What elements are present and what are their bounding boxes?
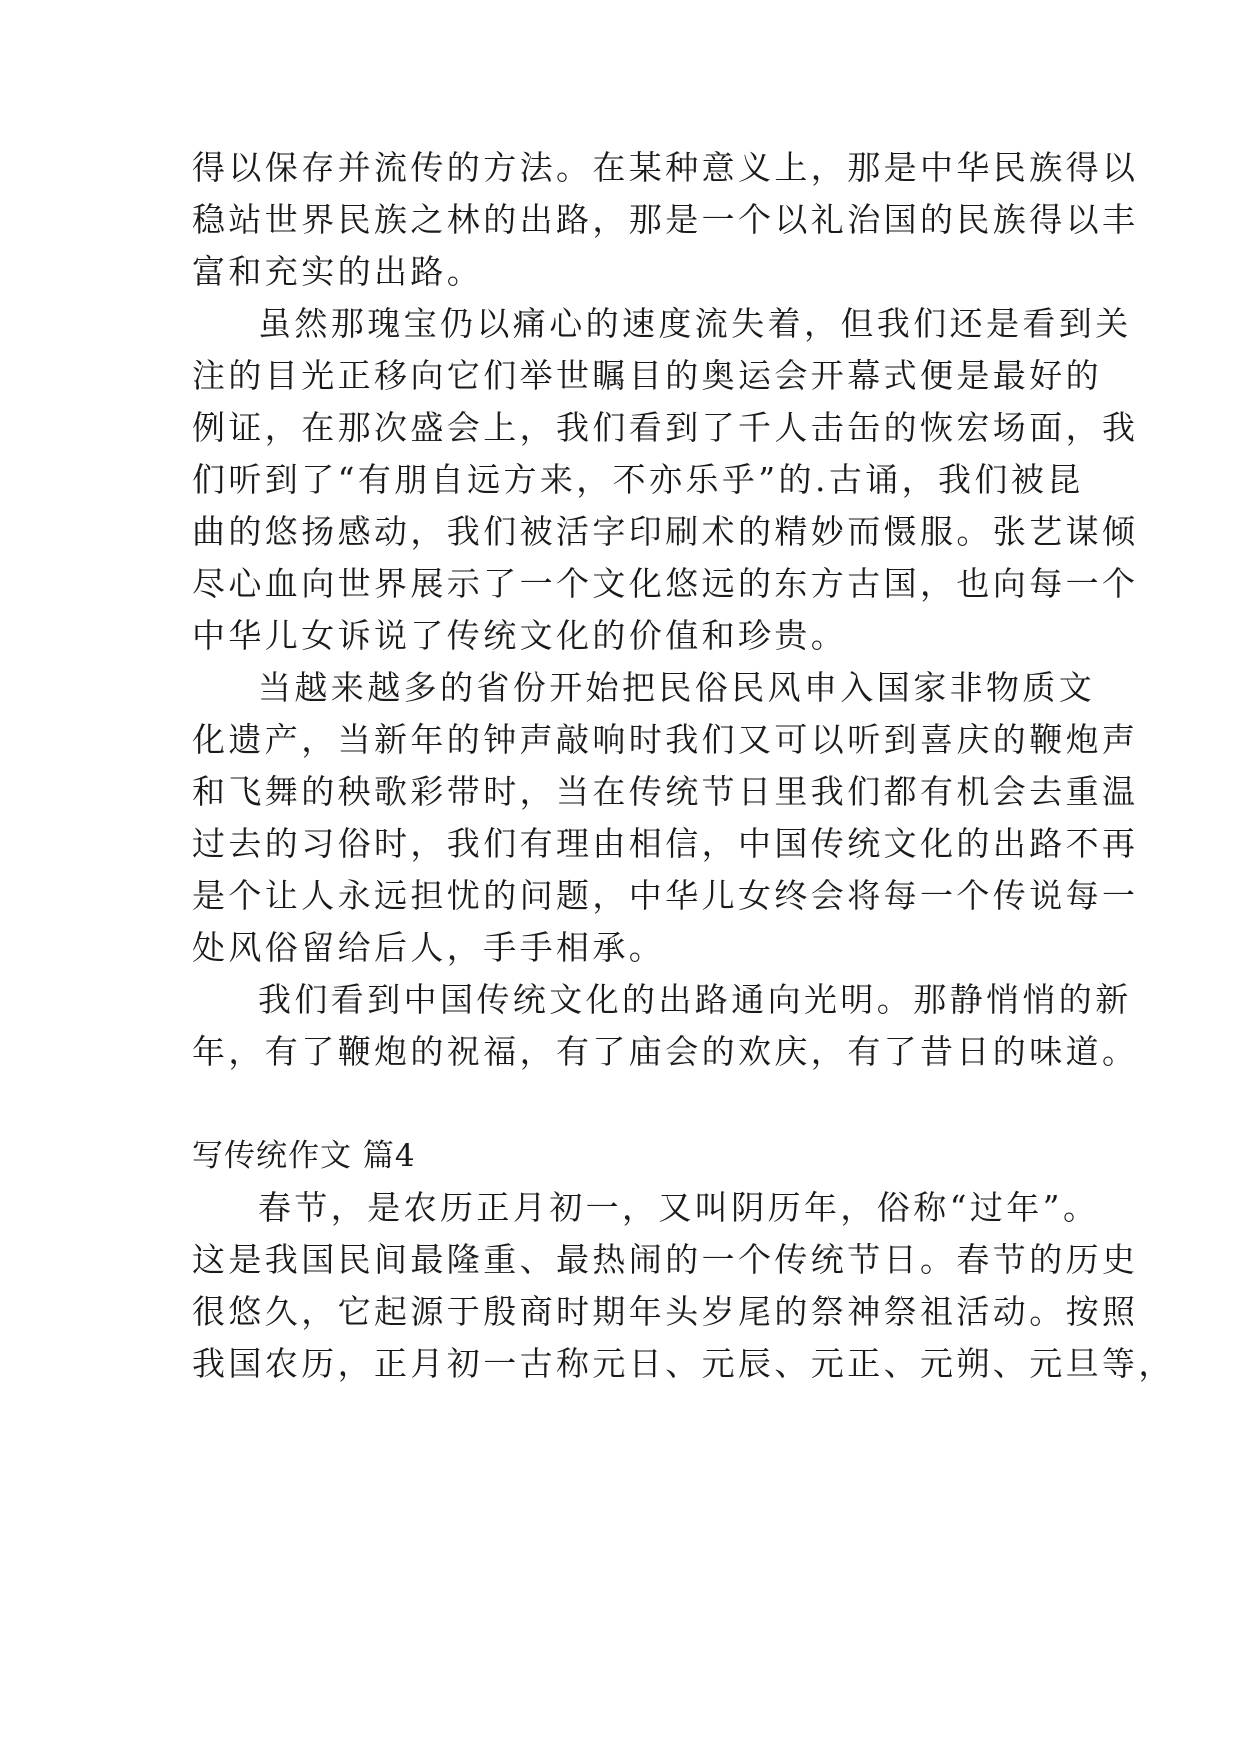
paragraph-3-line-6: 处风俗留给后人，手手相承。: [192, 928, 666, 967]
paragraph-5-line-2: 这是我国民间最隆重、最热闹的一个传统节日。春节的历史: [192, 1240, 1139, 1279]
section-heading: 写传统作文 篇4: [192, 1138, 416, 1174]
paragraph-3-line-5: 是个让人永远担忧的问题，中华儿女终会将每一个传说每一: [192, 876, 1139, 915]
paragraph-2-line-5: 曲的悠扬感动，我们被活字印刷术的精妙而慑服。张艺谋倾: [192, 512, 1139, 551]
paragraph-3-line-4: 过去的习俗时，我们有理由相信，中国传统文化的出路不再: [192, 824, 1139, 863]
paragraph-2-line-2: 注的目光正移向它们举世瞩目的奥运会开幕式便是最好的: [192, 356, 1102, 395]
paragraph-1-line-1: 得以保存并流传的方法。在某种意义上，那是中华民族得以: [192, 148, 1139, 187]
paragraph-2-line-1: 虽然那瑰宝仍以痛心的速度流失着，但我们还是看到关: [258, 304, 1132, 343]
paragraph-1-line-3: 富和充实的出路。: [192, 252, 484, 291]
paragraph-2-line-3: 例证，在那次盛会上，我们看到了千人击缶的恢宏场面，我: [192, 408, 1139, 447]
paragraph-5-line-1: 春节，是农历正月初一，又叫阴历年，俗称“过年”。: [258, 1188, 1100, 1227]
paragraph-2-line-4: 们听到了“有朋自远方来，不亦乐乎”的.古诵，我们被昆: [192, 460, 1084, 499]
paragraph-3-line-3: 和飞舞的秧歌彩带时，当在传统节日里我们都有机会去重温: [192, 772, 1139, 811]
paragraph-3-line-1: 当越来越多的省份开始把民俗民风申入国家非物质文: [258, 668, 1096, 707]
paragraph-4-line-1: 我们看到中国传统文化的出路通向光明。那静悄悄的新: [258, 980, 1132, 1019]
paragraph-2-line-7: 中华儿女诉说了传统文化的价值和珍贵。: [192, 616, 848, 655]
paragraph-1-line-2: 稳站世界民族之林的出路，那是一个以礼治国的民族得以丰: [192, 200, 1139, 239]
paragraph-3-line-2: 化遗产，当新年的钟声敲响时我们又可以听到喜庆的鞭炮声: [192, 720, 1139, 759]
paragraph-4-line-2: 年，有了鞭炮的祝福，有了庙会的欢庆，有了昔日的味道。: [192, 1032, 1139, 1071]
paragraph-2-line-6: 尽心血向世界展示了一个文化悠远的东方古国，也向每一个: [192, 564, 1139, 603]
paragraph-5-line-3: 很悠久，它起源于殷商时期年头岁尾的祭神祭祖活动。按照: [192, 1292, 1139, 1331]
paragraph-5-line-4: 我国农历，正月初一古称元日、元辰、元正、元朔、元旦等，: [192, 1344, 1175, 1383]
